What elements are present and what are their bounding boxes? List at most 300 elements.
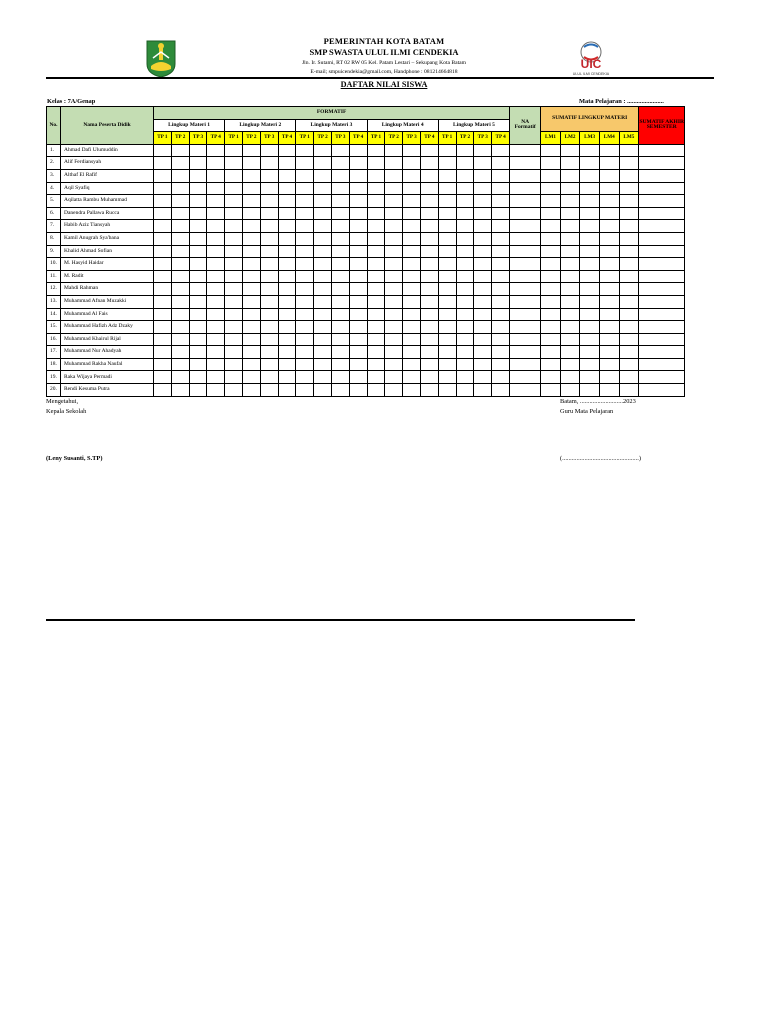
grade-cell[interactable] [349, 169, 367, 182]
grade-cell[interactable] [278, 220, 296, 233]
grade-cell[interactable] [560, 258, 580, 271]
grade-cell[interactable] [296, 270, 314, 283]
grade-cell[interactable] [367, 195, 385, 208]
grade-cell[interactable] [492, 157, 510, 170]
grade-cell[interactable] [296, 195, 314, 208]
grade-cell[interactable] [314, 169, 332, 182]
grade-cell[interactable] [349, 258, 367, 271]
grade-cell[interactable] [207, 308, 225, 321]
grade-cell[interactable] [541, 333, 561, 346]
grade-cell[interactable] [456, 384, 474, 397]
grade-cell[interactable] [510, 308, 541, 321]
grade-cell[interactable] [296, 308, 314, 321]
grade-cell[interactable] [420, 283, 438, 296]
grade-cell[interactable] [420, 270, 438, 283]
grade-cell[interactable] [599, 308, 619, 321]
grade-cell[interactable] [171, 207, 189, 220]
grade-cell[interactable] [420, 358, 438, 371]
grade-cell[interactable] [560, 195, 580, 208]
grade-cell[interactable] [560, 371, 580, 384]
grade-cell[interactable] [225, 358, 243, 371]
grade-cell[interactable] [314, 346, 332, 359]
grade-cell[interactable] [438, 245, 456, 258]
grade-cell[interactable] [207, 346, 225, 359]
grade-cell[interactable] [331, 169, 349, 182]
grade-cell[interactable] [331, 157, 349, 170]
grade-cell[interactable] [385, 321, 403, 334]
grade-cell[interactable] [560, 346, 580, 359]
grade-cell[interactable] [474, 308, 492, 321]
grade-cell[interactable] [456, 144, 474, 157]
grade-cell[interactable] [189, 358, 207, 371]
grade-cell[interactable] [314, 295, 332, 308]
grade-cell[interactable] [278, 144, 296, 157]
grade-cell[interactable] [171, 321, 189, 334]
grade-cell[interactable] [367, 270, 385, 283]
grade-cell[interactable] [189, 346, 207, 359]
grade-cell[interactable] [560, 207, 580, 220]
grade-cell[interactable] [171, 333, 189, 346]
grade-cell[interactable] [314, 258, 332, 271]
grade-cell[interactable] [420, 245, 438, 258]
grade-cell[interactable] [541, 371, 561, 384]
grade-cell[interactable] [510, 371, 541, 384]
grade-cell[interactable] [278, 169, 296, 182]
grade-cell[interactable] [367, 283, 385, 296]
grade-cell[interactable] [541, 295, 561, 308]
grade-cell[interactable] [438, 358, 456, 371]
grade-cell[interactable] [171, 308, 189, 321]
grade-cell[interactable] [599, 258, 619, 271]
grade-cell[interactable] [278, 195, 296, 208]
grade-cell[interactable] [278, 358, 296, 371]
grade-cell[interactable] [242, 358, 260, 371]
grade-cell[interactable] [438, 258, 456, 271]
grade-cell[interactable] [403, 245, 421, 258]
grade-cell[interactable] [639, 333, 685, 346]
grade-cell[interactable] [541, 157, 561, 170]
grade-cell[interactable] [456, 308, 474, 321]
grade-cell[interactable] [367, 333, 385, 346]
grade-cell[interactable] [207, 182, 225, 195]
grade-cell[interactable] [599, 283, 619, 296]
grade-cell[interactable] [580, 144, 600, 157]
grade-cell[interactable] [492, 308, 510, 321]
grade-cell[interactable] [619, 220, 639, 233]
grade-cell[interactable] [331, 207, 349, 220]
grade-cell[interactable] [242, 245, 260, 258]
grade-cell[interactable] [171, 371, 189, 384]
grade-cell[interactable] [403, 270, 421, 283]
grade-cell[interactable] [331, 358, 349, 371]
grade-cell[interactable] [314, 182, 332, 195]
grade-cell[interactable] [296, 283, 314, 296]
grade-cell[interactable] [367, 157, 385, 170]
grade-cell[interactable] [385, 358, 403, 371]
grade-cell[interactable] [560, 283, 580, 296]
grade-cell[interactable] [189, 283, 207, 296]
grade-cell[interactable] [296, 182, 314, 195]
grade-cell[interactable] [260, 384, 278, 397]
grade-cell[interactable] [242, 220, 260, 233]
grade-cell[interactable] [189, 258, 207, 271]
grade-cell[interactable] [403, 384, 421, 397]
grade-cell[interactable] [599, 245, 619, 258]
grade-cell[interactable] [154, 371, 172, 384]
grade-cell[interactable] [420, 169, 438, 182]
grade-cell[interactable] [385, 295, 403, 308]
grade-cell[interactable] [541, 220, 561, 233]
grade-cell[interactable] [242, 308, 260, 321]
grade-cell[interactable] [260, 270, 278, 283]
grade-cell[interactable] [260, 283, 278, 296]
grade-cell[interactable] [438, 283, 456, 296]
grade-cell[interactable] [456, 333, 474, 346]
grade-cell[interactable] [403, 195, 421, 208]
grade-cell[interactable] [242, 295, 260, 308]
grade-cell[interactable] [474, 169, 492, 182]
grade-cell[interactable] [456, 321, 474, 334]
grade-cell[interactable] [225, 144, 243, 157]
grade-cell[interactable] [367, 258, 385, 271]
grade-cell[interactable] [619, 207, 639, 220]
grade-cell[interactable] [296, 144, 314, 157]
grade-cell[interactable] [420, 258, 438, 271]
grade-cell[interactable] [154, 144, 172, 157]
grade-cell[interactable] [207, 270, 225, 283]
grade-cell[interactable] [403, 321, 421, 334]
grade-cell[interactable] [580, 157, 600, 170]
grade-cell[interactable] [541, 358, 561, 371]
grade-cell[interactable] [492, 346, 510, 359]
grade-cell[interactable] [314, 232, 332, 245]
grade-cell[interactable] [456, 207, 474, 220]
grade-cell[interactable] [385, 283, 403, 296]
grade-cell[interactable] [349, 283, 367, 296]
grade-cell[interactable] [456, 169, 474, 182]
grade-cell[interactable] [599, 371, 619, 384]
grade-cell[interactable] [207, 220, 225, 233]
grade-cell[interactable] [225, 182, 243, 195]
grade-cell[interactable] [619, 371, 639, 384]
grade-cell[interactable] [474, 207, 492, 220]
grade-cell[interactable] [560, 245, 580, 258]
grade-cell[interactable] [189, 295, 207, 308]
grade-cell[interactable] [367, 358, 385, 371]
grade-cell[interactable] [619, 245, 639, 258]
grade-cell[interactable] [242, 283, 260, 296]
grade-cell[interactable] [456, 232, 474, 245]
grade-cell[interactable] [492, 321, 510, 334]
grade-cell[interactable] [331, 295, 349, 308]
grade-cell[interactable] [189, 157, 207, 170]
grade-cell[interactable] [580, 232, 600, 245]
grade-cell[interactable] [510, 321, 541, 334]
grade-cell[interactable] [314, 220, 332, 233]
grade-cell[interactable] [560, 157, 580, 170]
grade-cell[interactable] [438, 232, 456, 245]
grade-cell[interactable] [560, 358, 580, 371]
grade-cell[interactable] [225, 384, 243, 397]
grade-cell[interactable] [492, 207, 510, 220]
grade-cell[interactable] [242, 270, 260, 283]
grade-cell[interactable] [331, 245, 349, 258]
grade-cell[interactable] [580, 169, 600, 182]
grade-cell[interactable] [189, 207, 207, 220]
grade-cell[interactable] [580, 207, 600, 220]
grade-cell[interactable] [260, 232, 278, 245]
grade-cell[interactable] [420, 157, 438, 170]
grade-cell[interactable] [438, 182, 456, 195]
grade-cell[interactable] [225, 321, 243, 334]
grade-cell[interactable] [171, 270, 189, 283]
grade-cell[interactable] [385, 169, 403, 182]
grade-cell[interactable] [260, 144, 278, 157]
grade-cell[interactable] [171, 232, 189, 245]
grade-cell[interactable] [474, 195, 492, 208]
grade-cell[interactable] [331, 232, 349, 245]
grade-cell[interactable] [510, 144, 541, 157]
grade-cell[interactable] [171, 220, 189, 233]
grade-cell[interactable] [331, 333, 349, 346]
grade-cell[interactable] [619, 333, 639, 346]
grade-cell[interactable] [331, 346, 349, 359]
grade-cell[interactable] [599, 384, 619, 397]
grade-cell[interactable] [385, 258, 403, 271]
grade-cell[interactable] [599, 232, 619, 245]
grade-cell[interactable] [207, 169, 225, 182]
grade-cell[interactable] [242, 169, 260, 182]
grade-cell[interactable] [296, 157, 314, 170]
grade-cell[interactable] [225, 232, 243, 245]
grade-cell[interactable] [171, 295, 189, 308]
grade-cell[interactable] [225, 371, 243, 384]
grade-cell[interactable] [510, 258, 541, 271]
grade-cell[interactable] [314, 207, 332, 220]
grade-cell[interactable] [349, 371, 367, 384]
grade-cell[interactable] [260, 295, 278, 308]
grade-cell[interactable] [420, 182, 438, 195]
grade-cell[interactable] [510, 232, 541, 245]
grade-cell[interactable] [154, 245, 172, 258]
grade-cell[interactable] [260, 371, 278, 384]
grade-cell[interactable] [510, 295, 541, 308]
grade-cell[interactable] [296, 207, 314, 220]
grade-cell[interactable] [580, 270, 600, 283]
grade-cell[interactable] [385, 220, 403, 233]
grade-cell[interactable] [331, 384, 349, 397]
grade-cell[interactable] [367, 321, 385, 334]
grade-cell[interactable] [367, 245, 385, 258]
grade-cell[interactable] [189, 232, 207, 245]
grade-cell[interactable] [580, 283, 600, 296]
grade-cell[interactable] [510, 157, 541, 170]
grade-cell[interactable] [639, 308, 685, 321]
grade-cell[interactable] [619, 321, 639, 334]
grade-cell[interactable] [314, 308, 332, 321]
grade-cell[interactable] [403, 258, 421, 271]
grade-cell[interactable] [560, 220, 580, 233]
grade-cell[interactable] [474, 371, 492, 384]
grade-cell[interactable] [639, 346, 685, 359]
grade-cell[interactable] [456, 182, 474, 195]
grade-cell[interactable] [580, 245, 600, 258]
grade-cell[interactable] [154, 333, 172, 346]
grade-cell[interactable] [492, 283, 510, 296]
grade-cell[interactable] [420, 195, 438, 208]
grade-cell[interactable] [349, 346, 367, 359]
grade-cell[interactable] [541, 245, 561, 258]
grade-cell[interactable] [474, 346, 492, 359]
grade-cell[interactable] [278, 258, 296, 271]
grade-cell[interactable] [580, 308, 600, 321]
grade-cell[interactable] [580, 220, 600, 233]
grade-cell[interactable] [456, 195, 474, 208]
grade-cell[interactable] [541, 232, 561, 245]
grade-cell[interactable] [560, 295, 580, 308]
grade-cell[interactable] [154, 270, 172, 283]
grade-cell[interactable] [349, 308, 367, 321]
grade-cell[interactable] [314, 321, 332, 334]
grade-cell[interactable] [492, 245, 510, 258]
grade-cell[interactable] [438, 169, 456, 182]
grade-cell[interactable] [296, 232, 314, 245]
grade-cell[interactable] [260, 195, 278, 208]
grade-cell[interactable] [314, 384, 332, 397]
grade-cell[interactable] [474, 384, 492, 397]
grade-cell[interactable] [189, 144, 207, 157]
grade-cell[interactable] [619, 346, 639, 359]
grade-cell[interactable] [492, 144, 510, 157]
grade-cell[interactable] [278, 333, 296, 346]
grade-cell[interactable] [349, 207, 367, 220]
grade-cell[interactable] [189, 308, 207, 321]
grade-cell[interactable] [639, 182, 685, 195]
grade-cell[interactable] [278, 384, 296, 397]
grade-cell[interactable] [580, 371, 600, 384]
grade-cell[interactable] [474, 295, 492, 308]
grade-cell[interactable] [207, 295, 225, 308]
grade-cell[interactable] [225, 283, 243, 296]
grade-cell[interactable] [403, 283, 421, 296]
grade-cell[interactable] [474, 144, 492, 157]
grade-cell[interactable] [438, 346, 456, 359]
grade-cell[interactable] [189, 169, 207, 182]
grade-cell[interactable] [278, 207, 296, 220]
grade-cell[interactable] [420, 207, 438, 220]
grade-cell[interactable] [154, 321, 172, 334]
grade-cell[interactable] [403, 182, 421, 195]
grade-cell[interactable] [207, 144, 225, 157]
grade-cell[interactable] [349, 245, 367, 258]
grade-cell[interactable] [242, 384, 260, 397]
grade-cell[interactable] [260, 258, 278, 271]
grade-cell[interactable] [492, 333, 510, 346]
grade-cell[interactable] [314, 358, 332, 371]
grade-cell[interactable] [639, 283, 685, 296]
grade-cell[interactable] [367, 346, 385, 359]
grade-cell[interactable] [349, 157, 367, 170]
grade-cell[interactable] [242, 182, 260, 195]
grade-cell[interactable] [492, 270, 510, 283]
grade-cell[interactable] [260, 220, 278, 233]
grade-cell[interactable] [420, 346, 438, 359]
grade-cell[interactable] [349, 333, 367, 346]
grade-cell[interactable] [314, 371, 332, 384]
grade-cell[interactable] [510, 245, 541, 258]
grade-cell[interactable] [580, 195, 600, 208]
grade-cell[interactable] [189, 220, 207, 233]
grade-cell[interactable] [278, 232, 296, 245]
grade-cell[interactable] [456, 371, 474, 384]
grade-cell[interactable] [541, 144, 561, 157]
grade-cell[interactable] [171, 258, 189, 271]
grade-cell[interactable] [331, 220, 349, 233]
grade-cell[interactable] [510, 333, 541, 346]
grade-cell[interactable] [331, 270, 349, 283]
grade-cell[interactable] [639, 157, 685, 170]
grade-cell[interactable] [171, 384, 189, 397]
grade-cell[interactable] [385, 270, 403, 283]
grade-cell[interactable] [438, 270, 456, 283]
grade-cell[interactable] [331, 144, 349, 157]
grade-cell[interactable] [492, 182, 510, 195]
grade-cell[interactable] [154, 207, 172, 220]
grade-cell[interactable] [171, 346, 189, 359]
grade-cell[interactable] [619, 295, 639, 308]
grade-cell[interactable] [331, 321, 349, 334]
grade-cell[interactable] [349, 295, 367, 308]
grade-cell[interactable] [492, 220, 510, 233]
grade-cell[interactable] [474, 232, 492, 245]
grade-cell[interactable] [619, 358, 639, 371]
grade-cell[interactable] [385, 232, 403, 245]
grade-cell[interactable] [456, 283, 474, 296]
grade-cell[interactable] [296, 258, 314, 271]
grade-cell[interactable] [260, 207, 278, 220]
grade-cell[interactable] [639, 371, 685, 384]
grade-cell[interactable] [599, 270, 619, 283]
grade-cell[interactable] [207, 333, 225, 346]
grade-cell[interactable] [225, 169, 243, 182]
grade-cell[interactable] [242, 333, 260, 346]
grade-cell[interactable] [385, 207, 403, 220]
grade-cell[interactable] [189, 270, 207, 283]
grade-cell[interactable] [171, 195, 189, 208]
grade-cell[interactable] [331, 308, 349, 321]
grade-cell[interactable] [349, 195, 367, 208]
grade-cell[interactable] [171, 182, 189, 195]
grade-cell[interactable] [639, 258, 685, 271]
grade-cell[interactable] [639, 358, 685, 371]
grade-cell[interactable] [154, 232, 172, 245]
grade-cell[interactable] [492, 358, 510, 371]
grade-cell[interactable] [456, 258, 474, 271]
grade-cell[interactable] [541, 270, 561, 283]
grade-cell[interactable] [207, 157, 225, 170]
grade-cell[interactable] [154, 220, 172, 233]
grade-cell[interactable] [242, 321, 260, 334]
grade-cell[interactable] [580, 346, 600, 359]
grade-cell[interactable] [349, 232, 367, 245]
grade-cell[interactable] [541, 384, 561, 397]
grade-cell[interactable] [207, 207, 225, 220]
grade-cell[interactable] [420, 220, 438, 233]
grade-cell[interactable] [541, 195, 561, 208]
grade-cell[interactable] [438, 333, 456, 346]
grade-cell[interactable] [242, 144, 260, 157]
grade-cell[interactable] [619, 384, 639, 397]
